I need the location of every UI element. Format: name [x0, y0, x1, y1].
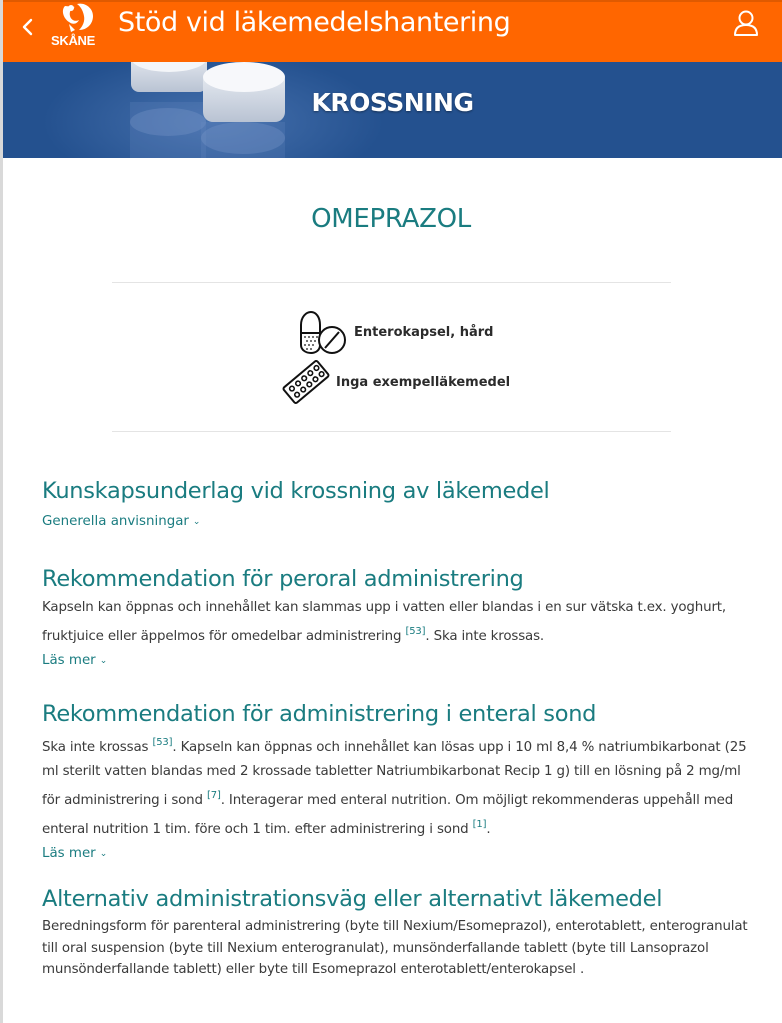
- reference-link[interactable]: [53]: [152, 737, 173, 748]
- text: . Ska inte krossas.: [425, 629, 545, 644]
- form-label: Inga exempelläkemedel: [336, 374, 511, 390]
- chevron-down-icon: ⌄: [99, 656, 108, 666]
- reference-link[interactable]: [7]: [206, 790, 221, 801]
- section-text: Beredningsform för parenteral administrering (byte till Nexium/Esomeprazol), enterotablett, enterogranulat till oral suspension (byte till Nexium enterogranulat), munsönderfallande tablett (byte till Lansoprazol munsönderfallande tablett) eller byte till Esomeprazol enterotablett/enterokapsel .: [42, 919, 748, 977]
- blister-pack-icon: [280, 356, 332, 408]
- text: .: [486, 822, 491, 837]
- general-instructions-link[interactable]: [42, 512, 200, 532]
- section-text: [42, 731, 752, 842]
- griffin-logo-icon: [51, 2, 105, 36]
- link-label: Generella anvisningar: [42, 514, 189, 529]
- link-label: Läs mer: [42, 653, 96, 668]
- chevron-down-icon: ⌄: [99, 849, 108, 859]
- window-edge: [0, 0, 3, 1023]
- section-enteral: [42, 701, 752, 864]
- section-alternative: [42, 886, 752, 981]
- hero-banner: [3, 62, 782, 158]
- capsule-icon: [298, 308, 350, 356]
- section-heading: Rekommendation för peroral administrering: [42, 566, 524, 592]
- drug-name: OMEPRAZOL: [311, 204, 471, 234]
- app-header: [3, 0, 782, 62]
- app-title: Stöd vid läkemedelshantering: [118, 7, 511, 38]
- divider: [112, 431, 671, 432]
- section-heading: Rekommendation för administrering i enteral sond: [42, 701, 597, 727]
- section-heading: Kunskapsunderlag vid krossning av läkemedel: [42, 478, 550, 504]
- section-heading: Alternativ administrationsväg eller alternativt läkemedel: [42, 886, 663, 912]
- reference-link[interactable]: [53]: [405, 626, 426, 637]
- user-button[interactable]: [732, 9, 760, 39]
- section-knowledge: [42, 478, 752, 532]
- back-button[interactable]: [17, 12, 41, 42]
- read-more-link[interactable]: [42, 651, 107, 671]
- form-label: Enterokapsel, hård: [354, 324, 494, 340]
- reference-link[interactable]: [1]: [472, 819, 487, 830]
- text: . Interagerar med enteral nutrition. Om möjligt rekommenderas uppehåll med enteral nutrition 1 tim. före och 1 tim. efter administrering i sond: [42, 793, 734, 837]
- chevron-left-icon: [17, 12, 41, 42]
- link-label: Läs mer: [42, 846, 96, 861]
- section-text: [42, 596, 752, 649]
- text: Kapseln kan öppnas och innehållet kan slammas upp i vatten eller blandas i en sur vätska t.ex. yoghurt, fruktjuice eller äppelmos för omedelbar administrering: [42, 600, 727, 644]
- text: . Kapseln kan öppnas och innehållet kan lösas upp i 10 ml 8,4 % natriumbikarbonat (25 ml sterilt vatten blandas med 2 krossade tabletter Natriumbikarbonat Recip 1 g) till en lösning på 2 mg/ml för administrering i sond: [42, 740, 747, 808]
- divider: [112, 282, 671, 283]
- text: Ska inte krossas: [42, 740, 153, 755]
- user-icon: [732, 9, 760, 39]
- section-peroral: [42, 566, 752, 671]
- form-item-example: [280, 356, 510, 408]
- form-item-capsule: [298, 308, 493, 356]
- chevron-down-icon: ⌄: [192, 517, 201, 527]
- read-more-link[interactable]: [42, 844, 107, 864]
- logo-text: SKÅNE: [51, 33, 96, 48]
- hero-title: KROSSNING: [311, 88, 474, 117]
